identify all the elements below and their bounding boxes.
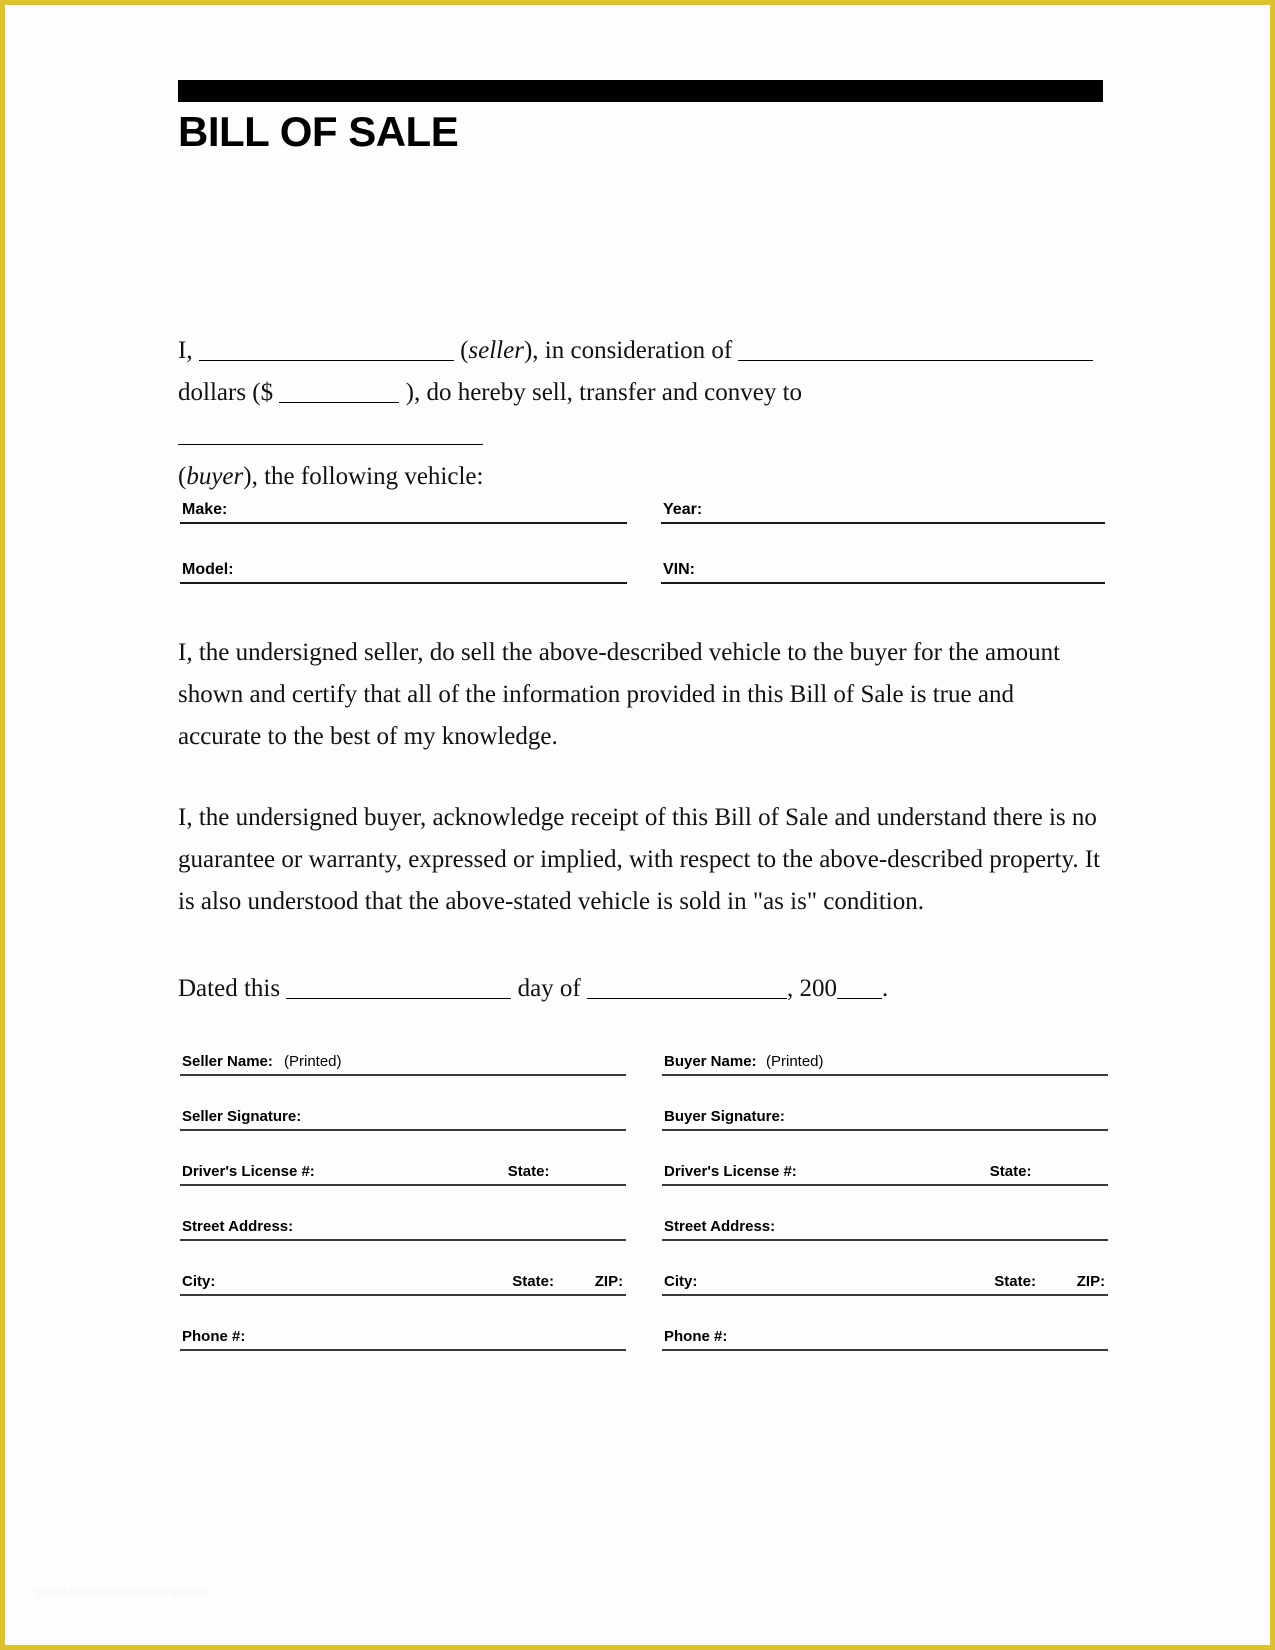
buyer-name-field[interactable] bbox=[662, 1046, 1108, 1076]
document-header bbox=[178, 80, 1103, 154]
buyer-signature-field[interactable] bbox=[662, 1101, 1108, 1131]
buyer-phone-field[interactable] bbox=[662, 1321, 1108, 1351]
dated-year-blank[interactable] bbox=[837, 979, 882, 999]
buyer-city-field[interactable] bbox=[662, 1266, 1108, 1296]
vehicle-row-2 bbox=[180, 555, 1105, 584]
field-year[interactable] bbox=[661, 495, 1105, 524]
buyer-signature-label: Buyer Signature: bbox=[664, 1108, 785, 1125]
field-year-label: Year: bbox=[663, 501, 703, 518]
buyer-license-label: Driver's License #: bbox=[664, 1163, 797, 1180]
dollars-suffix: ), do hereby sell, transfer and convey to bbox=[405, 379, 803, 406]
field-model[interactable] bbox=[180, 555, 627, 584]
buyer-paren-open: ( bbox=[178, 463, 187, 490]
seller-street-label: Street Address: bbox=[182, 1218, 294, 1235]
intro-paragraph bbox=[178, 330, 1108, 498]
seller-column bbox=[180, 1046, 626, 1376]
seller-city-state-label: State: bbox=[512, 1273, 554, 1290]
seller-name-blank[interactable] bbox=[199, 341, 454, 361]
vehicle-row-1 bbox=[180, 495, 1105, 524]
dated-prefix: Dated this bbox=[178, 975, 281, 1002]
dated-year-prefix: , 200 bbox=[787, 975, 837, 1002]
seller-city-field[interactable] bbox=[180, 1266, 626, 1296]
seller-license-label: Driver's License #: bbox=[182, 1163, 315, 1180]
buyer-paren-close: ), the following vehicle: bbox=[243, 463, 484, 490]
seller-license-state-label: State: bbox=[507, 1163, 550, 1180]
seller-signature-label: Seller Signature: bbox=[182, 1108, 302, 1125]
buyer-column bbox=[662, 1046, 1108, 1376]
field-vin[interactable] bbox=[661, 555, 1105, 584]
buyer-name-label: Buyer Name: bbox=[664, 1053, 757, 1070]
dollars-amount-blank[interactable] bbox=[279, 383, 399, 403]
consideration-amount-blank[interactable] bbox=[738, 341, 1093, 361]
buyer-zip-label: ZIP: bbox=[1076, 1273, 1106, 1290]
intro-lead: I, bbox=[178, 337, 193, 364]
seller-phone-label: Phone #: bbox=[182, 1328, 246, 1345]
seller-name-label: Seller Name: bbox=[182, 1053, 273, 1070]
dated-line bbox=[178, 968, 1103, 1010]
header-rule-bar bbox=[178, 80, 1103, 102]
dated-day-blank[interactable] bbox=[286, 979, 511, 999]
dated-month-blank[interactable] bbox=[587, 979, 787, 999]
seller-italic-word: seller bbox=[468, 337, 524, 364]
seller-street-field[interactable] bbox=[180, 1211, 626, 1241]
seller-phone-field[interactable] bbox=[180, 1321, 626, 1351]
buyer-italic-word: buyer bbox=[186, 463, 244, 490]
field-vin-label: VIN: bbox=[663, 561, 695, 578]
signature-area bbox=[180, 1046, 1108, 1376]
seller-certification-paragraph: I, the undersigned seller, do sell the above-described vehicle to the buyer for the amount shown and certify that all of the information provided in this Bill of Sale is true and accurate to the best of my knowledge. bbox=[178, 639, 1061, 750]
field-model-label: Model: bbox=[182, 561, 234, 578]
buyer-license-field[interactable] bbox=[662, 1156, 1108, 1186]
seller-license-field[interactable] bbox=[180, 1156, 626, 1186]
field-make-label: Make: bbox=[182, 501, 228, 518]
buyer-city-state-label: State: bbox=[994, 1273, 1036, 1290]
seller-paren-close: ), in consideration of bbox=[523, 337, 733, 364]
buyer-name-printed-hint: (Printed) bbox=[766, 1053, 824, 1070]
dated-suffix: . bbox=[882, 975, 889, 1002]
vehicle-fields bbox=[180, 495, 1105, 615]
buyer-acknowledgement-paragraph: I, the undersigned buyer, acknowledge receipt of this Bill of Sale and understand there is no guarantee or warranty, expressed or implied, with respect to the above-described property. It is also understood that the above-stated vehicle is sold in "as is" condition. bbox=[178, 804, 1101, 915]
dated-middle: day of bbox=[517, 975, 581, 1002]
seller-city-label: City: bbox=[182, 1273, 216, 1290]
buyer-street-label: Street Address: bbox=[664, 1218, 776, 1235]
buyer-name-blank[interactable] bbox=[178, 425, 483, 445]
buyer-license-state-label: State: bbox=[989, 1163, 1032, 1180]
buyer-phone-label: Phone #: bbox=[664, 1328, 728, 1345]
seller-name-printed-hint: (Printed) bbox=[284, 1053, 342, 1070]
dollars-prefix: dollars ($ bbox=[178, 379, 274, 406]
seller-paren-open: ( bbox=[460, 337, 469, 364]
seller-name-field[interactable] bbox=[180, 1046, 626, 1076]
source-watermark: www.heritagechristiancollege.com bbox=[36, 1586, 209, 1598]
buyer-city-label: City: bbox=[664, 1273, 698, 1290]
buyer-street-field[interactable] bbox=[662, 1211, 1108, 1241]
page-title: BILL OF SALE bbox=[178, 108, 459, 155]
seller-signature-field[interactable] bbox=[180, 1101, 626, 1131]
seller-zip-label: ZIP: bbox=[594, 1273, 624, 1290]
field-make[interactable] bbox=[180, 495, 627, 524]
